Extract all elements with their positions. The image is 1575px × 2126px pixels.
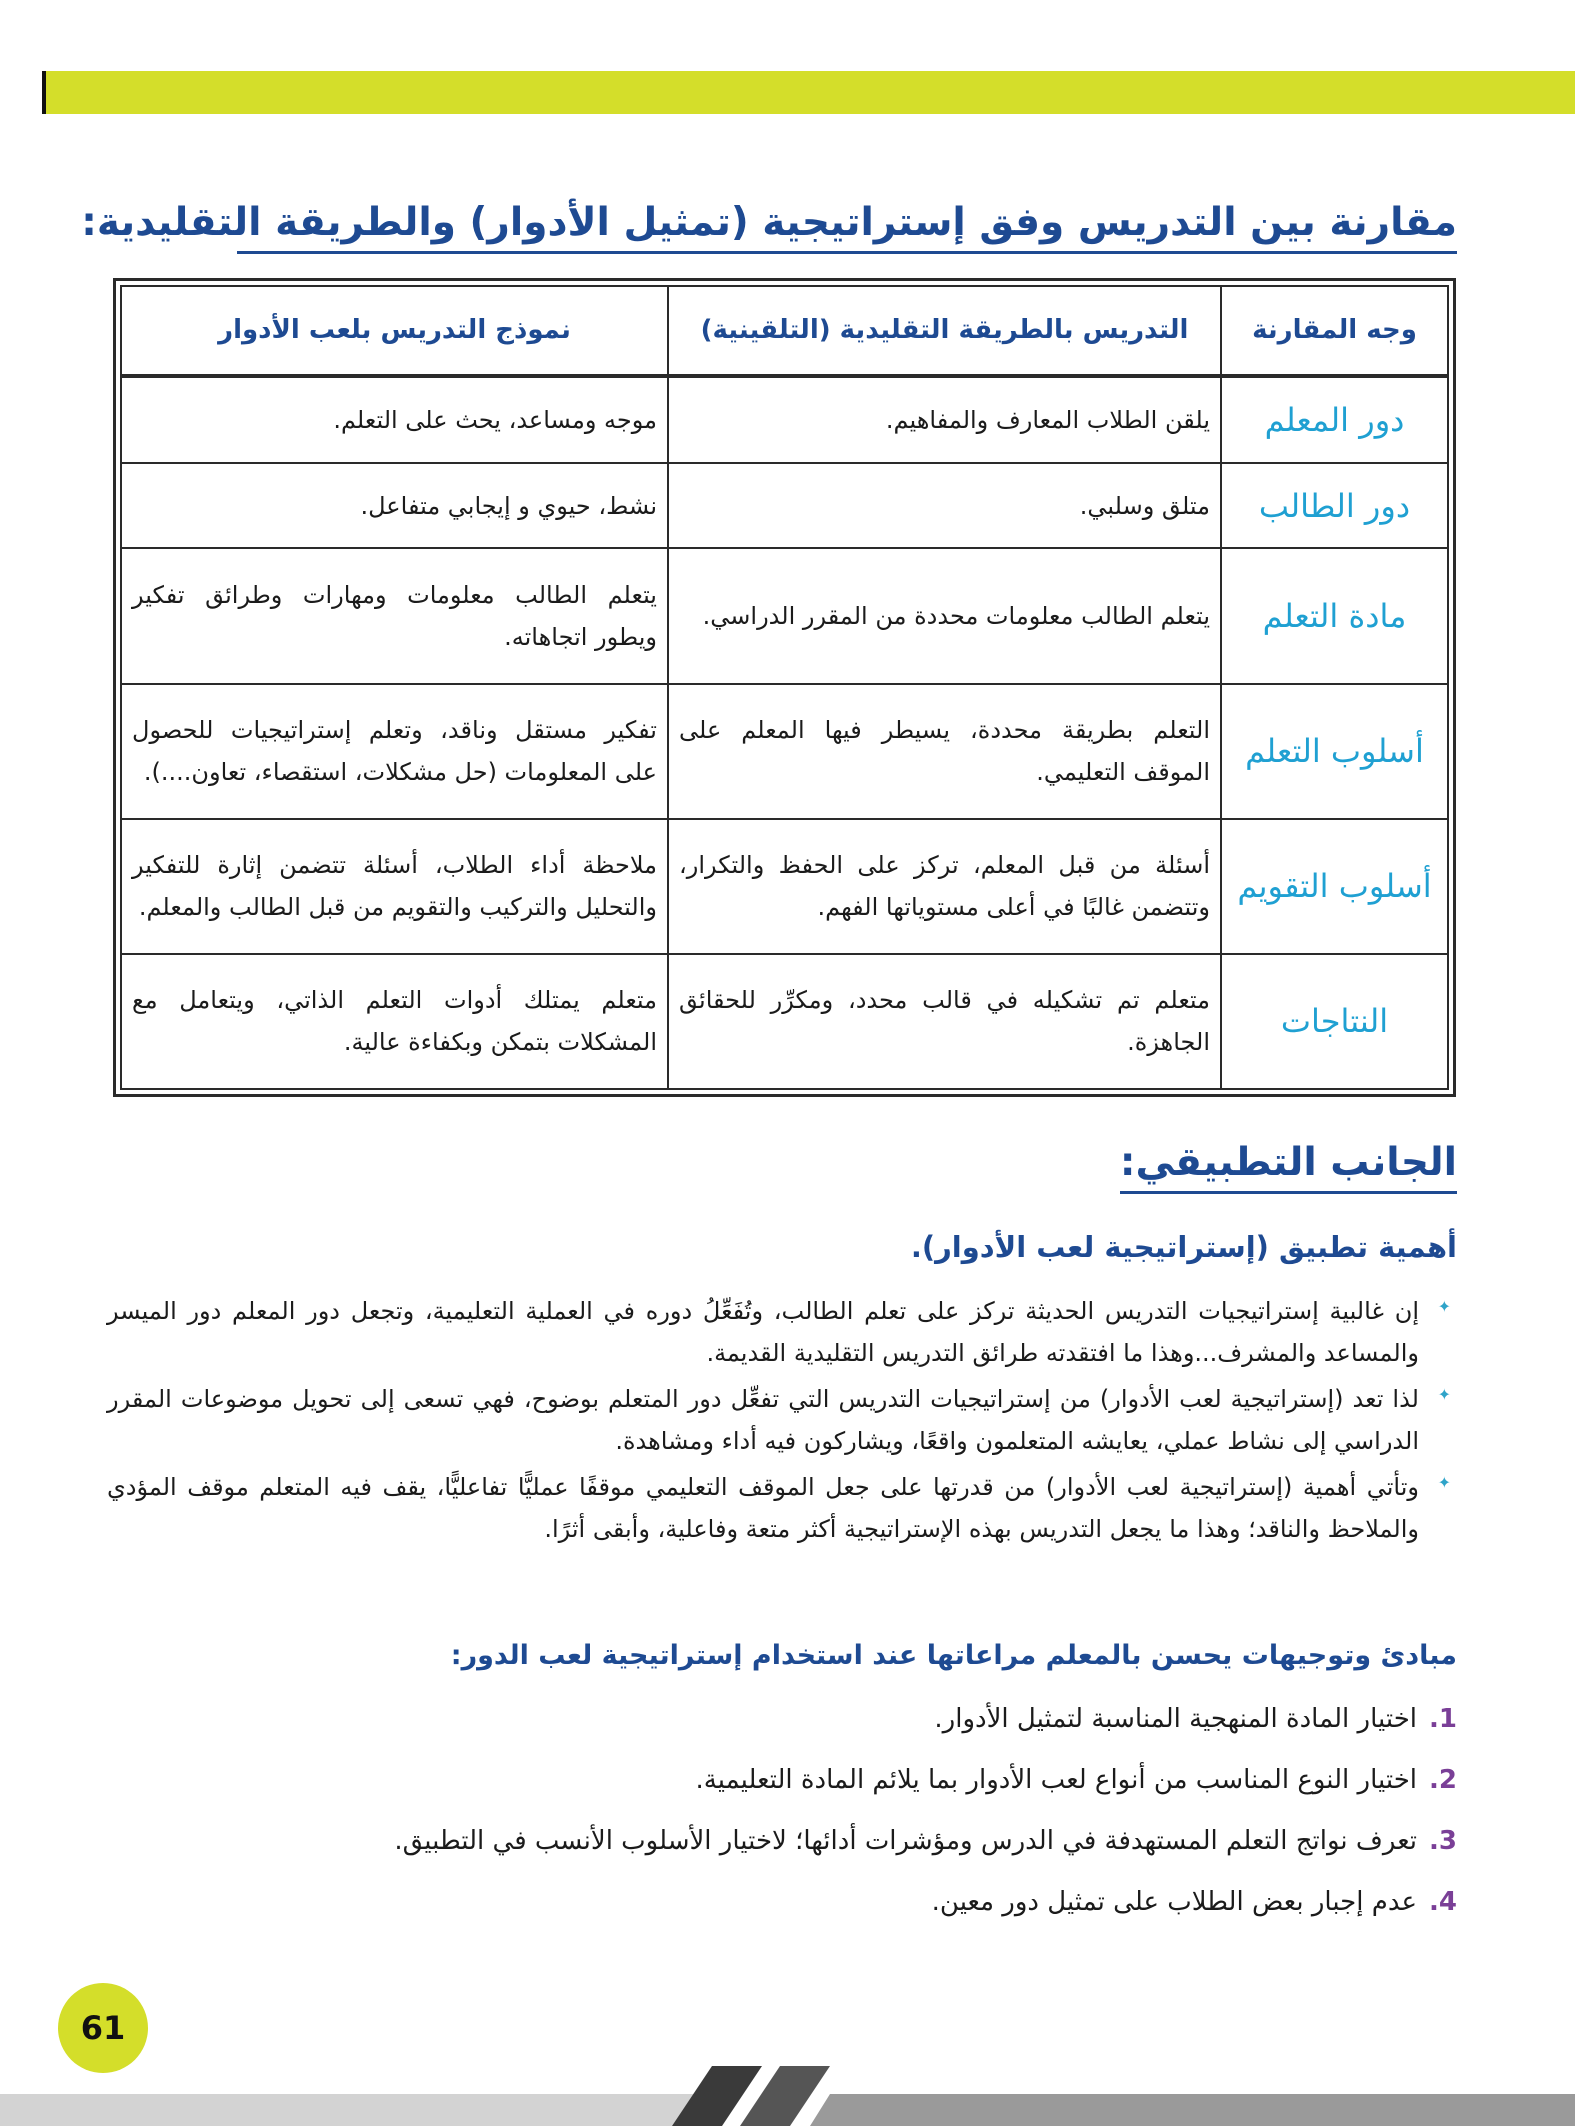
item-text: عدم إجبار بعض الطلاب على تمثيل دور معين. bbox=[931, 1887, 1417, 1917]
row-aspect: مادة التعلم bbox=[1221, 548, 1448, 683]
importance-title: أهمية تطبيق (إستراتيجية لعب الأدوار). bbox=[910, 1230, 1457, 1264]
table-row bbox=[121, 376, 1448, 463]
importance-list bbox=[107, 1290, 1457, 1554]
row-roleplay: نشط، حيوي و إيجابي متفاعل. bbox=[121, 463, 668, 549]
item-number: 4. bbox=[1429, 1887, 1457, 1917]
footer-decoration bbox=[0, 2066, 1575, 2126]
footer-gray-band bbox=[0, 2094, 700, 2126]
table-header-row bbox=[121, 286, 1448, 376]
item-number: 1. bbox=[1429, 1704, 1457, 1734]
header-accent-bar bbox=[42, 71, 1575, 114]
row-traditional: يتعلم الطالب معلومات محددة من المقرر الدراسي. bbox=[668, 548, 1221, 683]
page-number-badge: 61 bbox=[58, 1983, 148, 2073]
list-item bbox=[107, 1466, 1457, 1550]
footer-gray-right bbox=[810, 2094, 1575, 2126]
principles-list bbox=[107, 1700, 1457, 1944]
bullet-text: وتأتي أهمية (إستراتيجية لعب الأدوار) من قدرتها على جعل الموقف التعليمي موقفًا عمليًّا تفاعليًّا، يقف فيه المتعلم موقف المؤدي والملاحظ والناقد؛ وهذا ما يجعل التدريس بهذه الإستراتيجية أكثر متعة وفاعلية، وأبقى أثرًا. bbox=[107, 1473, 1419, 1543]
row-traditional: أسئلة من قبل المعلم، تركز على الحفظ والتكرار، وتتضمن غالبًا في أعلى مستوياتها الفهم. bbox=[668, 819, 1221, 954]
list-item bbox=[107, 1883, 1457, 1922]
row-aspect: النتاجات bbox=[1221, 954, 1448, 1089]
bullet-diamond-icon: ✦ bbox=[1437, 1297, 1451, 1316]
list-item bbox=[107, 1761, 1457, 1800]
item-text: اختيار النوع المناسب من أنواع لعب الأدوار بما يلائم المادة التعليمية. bbox=[695, 1765, 1417, 1795]
item-number: 2. bbox=[1429, 1765, 1457, 1795]
header-traditional: التدريس بالطريقة التقليدية (التلقينية) bbox=[668, 286, 1221, 376]
list-item bbox=[107, 1700, 1457, 1739]
table-row bbox=[121, 819, 1448, 954]
table-row bbox=[121, 684, 1448, 819]
header-aspect: وجه المقارنة bbox=[1221, 286, 1448, 376]
comparison-title: مقارنة بين التدريس وفق إستراتيجية (تمثيل الأدوار) والطريقة التقليدية: bbox=[237, 200, 1457, 254]
principles-title: مبادئ وتوجيهات يحسن بالمعلم مراعاتها عند استخدام إستراتيجية لعب الدور: bbox=[450, 1640, 1457, 1671]
item-number: 3. bbox=[1429, 1826, 1457, 1856]
row-roleplay: تفكير مستقل وناقد، وتعلم إستراتيجيات للحصول على المعلومات (حل مشكلات، استقصاء، تعاون....). bbox=[121, 684, 668, 819]
row-roleplay: ملاحظة أداء الطلاب، أسئلة تتضمن إثارة للتفكير والتحليل والتركيب والتقويم من قبل الطالب والمعلم. bbox=[121, 819, 668, 954]
row-traditional: التعلم بطريقة محددة، يسيطر فيها المعلم على الموقف التعليمي. bbox=[668, 684, 1221, 819]
list-item bbox=[107, 1378, 1457, 1462]
row-aspect: دور الطالب bbox=[1221, 463, 1448, 549]
bullet-text: إن غالبية إستراتيجيات التدريس الحديثة تركز على تعلم الطالب، وتُفَعِّلُ دوره في العملية التعليمية، وتجعل دور المعلم دور الميسر والمساعد والمشرف...وهذا ما افتقدته طرائق التدريس التقليدية القديمة. bbox=[107, 1297, 1419, 1367]
row-roleplay: متعلم يمتلك أدوات التعلم الذاتي، ويتعامل مع المشكلات بتمكن وبكفاءة عالية. bbox=[121, 954, 668, 1089]
row-roleplay: يتعلم الطالب معلومات ومهارات وطرائق تفكير ويطور اتجاهاته. bbox=[121, 548, 668, 683]
table-row bbox=[121, 954, 1448, 1089]
bullet-diamond-icon: ✦ bbox=[1437, 1385, 1451, 1404]
table-row bbox=[121, 548, 1448, 683]
row-aspect: دور المعلم bbox=[1221, 376, 1448, 463]
header-roleplay: نموذج التدريس بلعب الأدوار bbox=[121, 286, 668, 376]
row-aspect: أسلوب التعلم bbox=[1221, 684, 1448, 819]
bullet-diamond-icon: ✦ bbox=[1437, 1473, 1451, 1492]
bullet-text: لذا تعد (إستراتيجية لعب الأدوار) من إستراتيجيات التدريس التي تفعِّل دور المتعلم بوضوح، فهي تسعى إلى تحويل موضوعات المقرر الدراسي إلى نشاط عملي، يعايشه المتعلمون واقعًا، ويشاركون فيه أداء ومشاهدة. bbox=[107, 1385, 1419, 1455]
list-item bbox=[107, 1822, 1457, 1861]
row-roleplay: موجه ومساعد، يحث على التعلم. bbox=[121, 376, 668, 463]
row-traditional: متلق وسلبي. bbox=[668, 463, 1221, 549]
item-text: اختيار المادة المنهجية المناسبة لتمثيل الأدوار. bbox=[934, 1704, 1417, 1734]
item-text: تعرف نواتج التعلم المستهدفة في الدرس ومؤشرات أدائها؛ لاختيار الأسلوب الأنسب في التطبيق. bbox=[394, 1826, 1417, 1856]
row-traditional: يلقن الطلاب المعارف والمفاهيم. bbox=[668, 376, 1221, 463]
list-item bbox=[107, 1290, 1457, 1374]
table-row bbox=[121, 463, 1448, 549]
row-aspect: أسلوب التقويم bbox=[1221, 819, 1448, 954]
row-traditional: متعلم تم تشكيله في قالب محدد، ومكرِّر للحقائق الجاهزة. bbox=[668, 954, 1221, 1089]
applied-section-title: الجانب التطبيقي: bbox=[1120, 1140, 1457, 1194]
comparison-table bbox=[113, 278, 1456, 1097]
